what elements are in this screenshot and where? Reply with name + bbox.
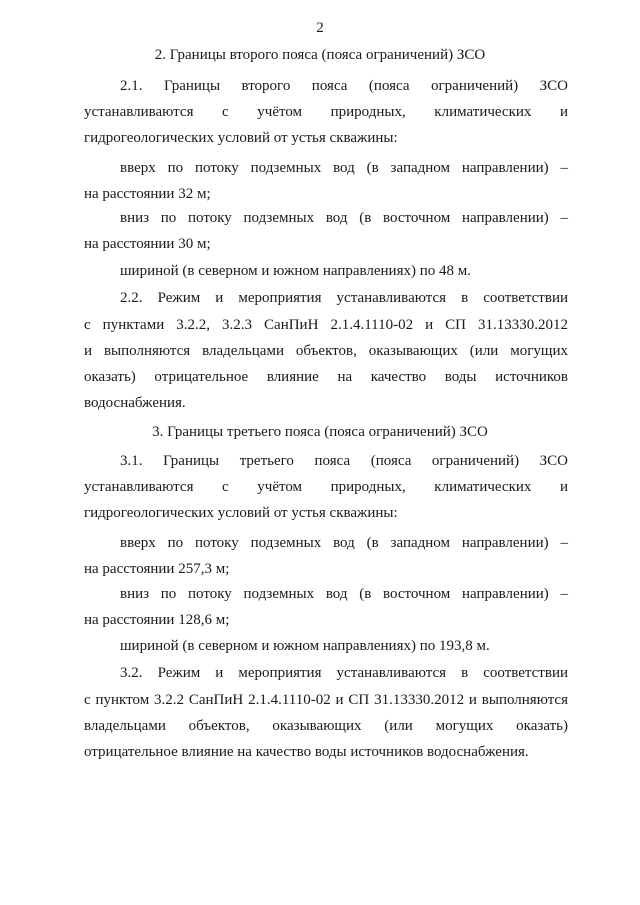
- section-3-downstream-line-2: на расстоянии 128,6 м;: [84, 612, 230, 628]
- section-3-1-line-1: 3.1. Границы третьего пояса (пояса ограничений) ЗСО: [120, 453, 568, 469]
- section-2-2-line-1: 2.2. Режим и мероприятия устанавливаются в соответствии: [120, 290, 568, 306]
- section-2-1-line-2: устанавливаются с учётом природных, климатических и: [84, 104, 568, 120]
- section-3-upstream-line-1: вверх по потоку подземных вод (в западном направлении) –: [120, 535, 568, 551]
- section-2-upstream-line-1: вверх по потоку подземных вод (в западном направлении) –: [120, 160, 568, 176]
- section-3-2-line-1: 3.2. Режим и мероприятия устанавливаются в соответствии: [120, 665, 568, 681]
- section-2-downstream-line-1: вниз по потоку подземных вод (в восточном направлении) –: [120, 210, 568, 226]
- section-2-2-line-4: оказать) отрицательное влияние на качество воды источников: [84, 369, 568, 385]
- section-3-downstream-line-1: вниз по потоку подземных вод (в восточном направлении) –: [120, 586, 568, 602]
- section-2-2-line-2: с пунктами 3.2.2, 3.2.3 СанПиН 2.1.4.1110-02 и СП 31.13330.2012: [84, 317, 568, 333]
- section-3-2-line-4: отрицательное влияние на качество воды источников водоснабжения.: [84, 744, 529, 760]
- section-2-1-line-3: гидрогеологических условий от устья скважины:: [84, 130, 398, 146]
- section-3-width-line: шириной (в северном и южном направлениях) по 193,8 м.: [120, 638, 490, 654]
- section-2-heading: 2. Границы второго пояса (пояса ограничений) ЗСО: [154, 47, 486, 63]
- section-3-2-line-2: с пунктом 3.2.2 СанПиН 2.1.4.1110-02 и СП 31.13330.2012 и выполняются: [84, 692, 568, 708]
- section-2-1-line-1: 2.1. Границы второго пояса (пояса ограничений) ЗСО: [120, 78, 568, 94]
- section-2-2-line-5: водоснабжения.: [84, 395, 186, 411]
- section-3-2-line-3: владельцами объектов, оказывающих (или могущих оказать): [84, 718, 568, 734]
- section-3-1-line-3: гидрогеологических условий от устья скважины:: [84, 505, 398, 521]
- section-2-upstream-line-2: на расстоянии 32 м;: [84, 186, 211, 202]
- page-number: 2: [316, 20, 324, 36]
- section-2-downstream-line-2: на расстоянии 30 м;: [84, 236, 211, 252]
- section-2-width-line: шириной (в северном и южном направлениях) по 48 м.: [120, 263, 471, 279]
- section-3-1-line-2: устанавливаются с учётом природных, климатических и: [84, 479, 568, 495]
- section-3-heading: 3. Границы третьего пояса (пояса ограничений) ЗСО: [152, 424, 488, 440]
- section-2-2-line-3: и выполняются владельцами объектов, оказывающих (или могущих: [84, 343, 568, 359]
- section-3-upstream-line-2: на расстоянии 257,3 м;: [84, 561, 230, 577]
